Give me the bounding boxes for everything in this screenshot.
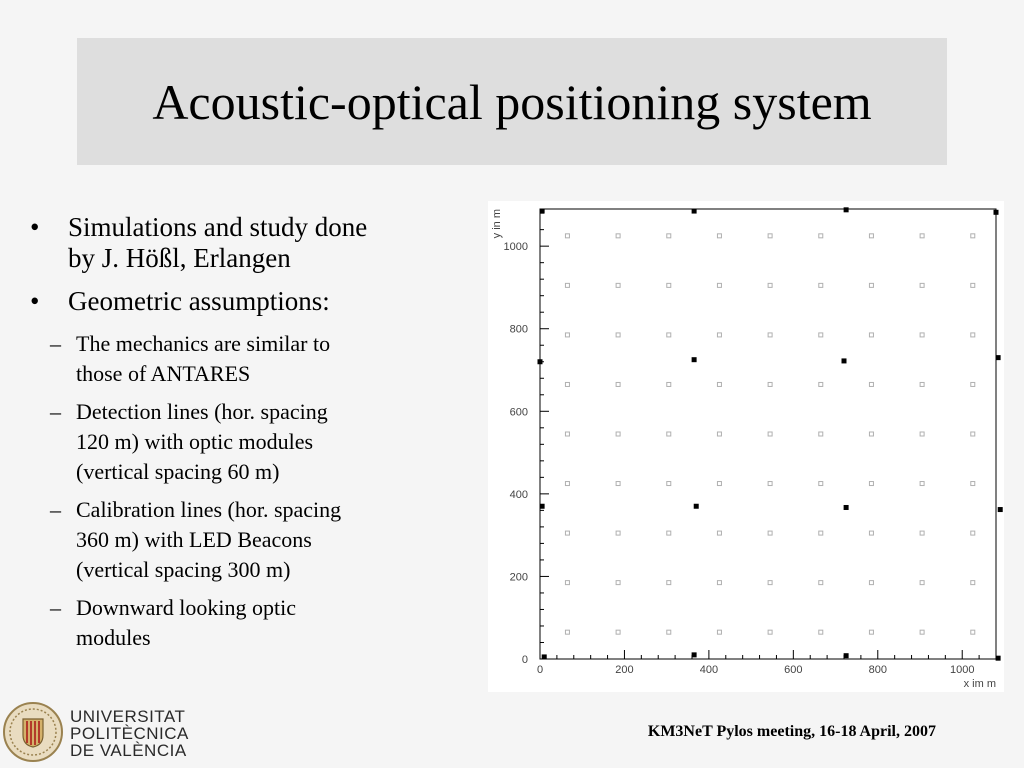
x-tick-label: 0 xyxy=(536,664,544,676)
led-beacon-point xyxy=(540,504,545,509)
optic-module-point xyxy=(667,283,671,287)
optic-module-point xyxy=(869,382,873,386)
x-tick-label: 600 xyxy=(784,664,803,676)
optic-module-point xyxy=(565,283,569,287)
optic-module-point xyxy=(565,531,569,535)
y-tick-label: 400 xyxy=(509,488,528,501)
bullet-line: Simulations and study done xyxy=(68,212,368,242)
optic-module-point xyxy=(616,531,620,535)
sub-bullet-line: Downward looking optic xyxy=(76,595,296,620)
optic-module-point xyxy=(819,630,823,634)
sub-bullet-detection-lines xyxy=(30,397,470,487)
optic-module-point xyxy=(667,581,671,585)
x-axis-label: x im m xyxy=(963,678,996,690)
optic-module-point xyxy=(717,531,721,535)
optic-module-point xyxy=(819,234,823,238)
optic-module-point xyxy=(667,382,671,386)
optic-module-point xyxy=(971,382,975,386)
led-beacon-point xyxy=(538,359,543,364)
optic-module-point xyxy=(717,630,721,634)
optic-module-point xyxy=(667,630,671,634)
optic-module-point xyxy=(819,581,823,585)
sub-bullet-marker: – xyxy=(50,331,61,356)
optic-module-point xyxy=(819,333,823,337)
optic-module-point xyxy=(717,283,721,287)
slide-title: Acoustic-optical positioning system xyxy=(152,73,872,130)
university-seal-icon xyxy=(2,701,64,763)
optic-module-point xyxy=(869,333,873,337)
optic-module-point xyxy=(869,581,873,585)
optic-module-point xyxy=(768,630,772,634)
led-beacon-point xyxy=(996,355,1001,360)
optic-module-point xyxy=(920,234,924,238)
optic-module-point xyxy=(768,283,772,287)
optic-module-point xyxy=(971,234,975,238)
y-tick-label: 600 xyxy=(509,406,528,419)
wordmark-line: DE VALÈNCIA xyxy=(70,741,187,760)
x-tick-label: 1000 xyxy=(949,664,975,676)
sub-bullet-marker: – xyxy=(50,497,61,522)
y-tick-label: 200 xyxy=(509,571,528,584)
optic-module-point xyxy=(768,382,772,386)
y-tick-label: 1000 xyxy=(503,241,528,254)
sub-bullet-line: The mechanics are similar to xyxy=(76,331,331,356)
sub-bullet-list xyxy=(30,329,470,653)
sub-bullet-marker: – xyxy=(50,399,61,424)
optic-module-point xyxy=(717,382,721,386)
sub-bullet-line: Detection lines (hor. spacing xyxy=(76,399,328,424)
optic-module-point xyxy=(971,482,975,486)
optic-module-point xyxy=(768,432,772,436)
optic-module-point xyxy=(971,581,975,585)
optic-module-point xyxy=(920,482,924,486)
optic-module-point xyxy=(819,482,823,486)
x-tick-label: 200 xyxy=(615,664,634,676)
optic-module-point xyxy=(667,333,671,337)
optic-module-point xyxy=(565,234,569,238)
scatter-plot-svg xyxy=(488,201,1004,692)
optic-module-point xyxy=(616,482,620,486)
bullet-simulations xyxy=(30,212,470,274)
sub-bullet-line: 360 m) with LED Beacons xyxy=(76,527,312,552)
bullet-marker: • xyxy=(30,212,40,242)
sub-bullet-line: those of ANTARES xyxy=(76,361,251,386)
optic-module-point xyxy=(616,234,620,238)
sub-bullet-line: Calibration lines (hor. spacing xyxy=(76,497,342,522)
optic-module-point xyxy=(869,432,873,436)
optic-module-point xyxy=(869,234,873,238)
wordmark-line: POLITÈCNICA xyxy=(70,724,189,743)
university-wordmark xyxy=(70,708,189,759)
optic-module-point xyxy=(768,581,772,585)
optic-module-point xyxy=(717,482,721,486)
x-tick-label: 800 xyxy=(868,664,887,676)
optic-module-point xyxy=(920,333,924,337)
optic-module-point xyxy=(565,482,569,486)
optic-module-point xyxy=(819,283,823,287)
optic-module-point xyxy=(616,382,620,386)
optic-module-point xyxy=(768,333,772,337)
positioning-scatter-chart xyxy=(488,201,1004,692)
optic-module-point xyxy=(920,531,924,535)
led-beacon-point xyxy=(844,653,849,658)
optic-module-point xyxy=(920,283,924,287)
optic-module-point xyxy=(819,531,823,535)
optic-module-point xyxy=(920,382,924,386)
sub-bullet-mechanics xyxy=(30,329,470,389)
optic-module-point xyxy=(869,482,873,486)
sub-bullet-marker: – xyxy=(50,595,61,620)
led-beacon-point xyxy=(844,207,849,212)
optic-module-point xyxy=(667,531,671,535)
optic-module-point xyxy=(717,581,721,585)
optic-module-point xyxy=(920,630,924,634)
sub-bullet-line: (vertical spacing 300 m) xyxy=(76,557,291,582)
optic-module-point xyxy=(869,531,873,535)
optic-module-point xyxy=(971,531,975,535)
optic-module-point xyxy=(565,630,569,634)
optic-module-point xyxy=(616,630,620,634)
optic-module-point xyxy=(616,283,620,287)
optic-module-point xyxy=(971,333,975,337)
led-beacon-point xyxy=(694,504,699,509)
optic-module-point xyxy=(565,333,569,337)
footer-text: KM3NeT Pylos meeting, 16-18 April, 2007 xyxy=(647,723,936,740)
optic-module-point xyxy=(768,482,772,486)
sub-bullet-downward-modules xyxy=(30,593,470,653)
optic-module-point xyxy=(616,432,620,436)
optic-module-point xyxy=(667,432,671,436)
optic-module-point xyxy=(717,432,721,436)
optic-module-point xyxy=(565,382,569,386)
optic-module-point xyxy=(616,581,620,585)
optic-module-point xyxy=(565,581,569,585)
led-beacon-point xyxy=(998,507,1003,512)
bullet-line: Geometric assumptions: xyxy=(68,286,330,316)
led-beacon-point xyxy=(994,210,999,215)
optic-module-point xyxy=(667,482,671,486)
y-axis-label: y in m xyxy=(491,209,503,239)
wordmark-line: UNIVERSITAT xyxy=(70,707,186,726)
bullet-marker: • xyxy=(30,286,40,316)
optic-module-point xyxy=(768,234,772,238)
bullet-list xyxy=(30,212,470,665)
optic-module-point xyxy=(717,333,721,337)
led-beacon-point xyxy=(996,656,1001,661)
sub-bullet-line: (vertical spacing 60 m) xyxy=(76,459,280,484)
optic-module-point xyxy=(717,234,721,238)
optic-module-point xyxy=(768,531,772,535)
optic-module-point xyxy=(819,382,823,386)
sub-bullet-calibration-lines xyxy=(30,495,470,585)
sub-bullet-line: 120 m) with optic modules xyxy=(76,429,314,454)
optic-module-point xyxy=(971,432,975,436)
y-tick-label: 0 xyxy=(521,654,528,666)
title-banner xyxy=(77,38,947,165)
led-beacon-point xyxy=(542,654,547,659)
optic-module-point xyxy=(565,432,569,436)
x-tick-label: 400 xyxy=(699,664,719,676)
led-beacon-point xyxy=(844,505,849,510)
optic-module-point xyxy=(971,630,975,634)
led-beacon-point xyxy=(692,652,697,657)
bullet-geometric-assumptions xyxy=(30,286,470,653)
optic-module-point xyxy=(869,283,873,287)
optic-module-point xyxy=(616,333,620,337)
bullet-line: by J. Hößl, Erlangen xyxy=(68,243,291,273)
optic-module-point xyxy=(971,283,975,287)
optic-module-point xyxy=(920,432,924,436)
y-tick-label: 800 xyxy=(509,323,528,336)
optic-module-point xyxy=(667,234,671,238)
led-beacon-point xyxy=(692,209,697,214)
optic-module-point xyxy=(869,630,873,634)
led-beacon-point xyxy=(692,357,697,362)
optic-module-point xyxy=(819,432,823,436)
led-beacon-point xyxy=(540,209,545,214)
optic-module-point xyxy=(920,581,924,585)
led-beacon-point xyxy=(842,358,847,363)
sub-bullet-line: modules xyxy=(76,625,151,650)
